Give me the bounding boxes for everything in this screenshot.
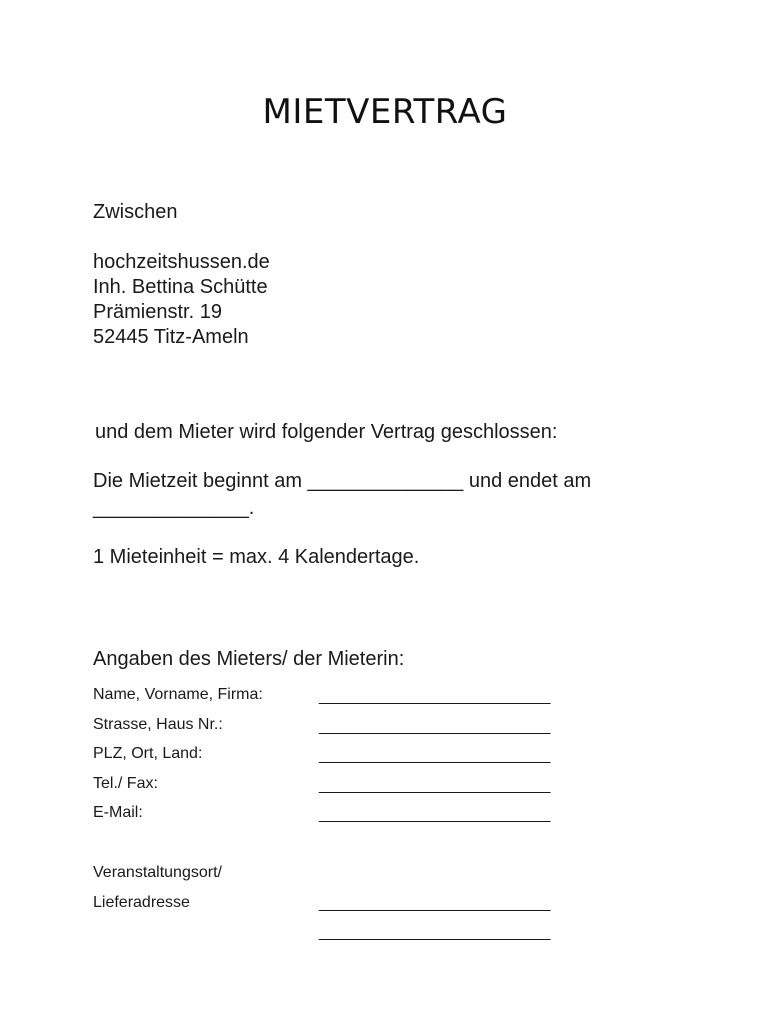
- tenant-field-email: [93, 802, 613, 832]
- field-label: PLZ, Ort, Land:: [93, 745, 203, 762]
- field-label: Strasse, Haus Nr.:: [93, 715, 223, 733]
- landlord-city: 52445 Titz-Ameln: [93, 326, 249, 348]
- fill-in-line: __________________________: [319, 688, 551, 705]
- tenant-section-heading: Angaben des Mieters/ der Mieterin:: [93, 648, 405, 670]
- venue-label-line1: Veranstaltungsort/: [93, 864, 222, 881]
- tenant-field-city: [93, 743, 613, 773]
- fill-in-line: __________________________: [319, 894, 551, 912]
- fill-in-line: __________________________: [319, 747, 551, 764]
- tenant-field-street: [93, 714, 613, 744]
- tenant-field-phone: [93, 773, 613, 803]
- landlord-address: [93, 250, 270, 350]
- fill-in-line: __________________________: [319, 776, 551, 794]
- field-label: Name, Vorname, Firma:: [93, 686, 263, 703]
- document-title: MIETVERTRAG: [262, 92, 508, 132]
- between-text: Zwischen: [93, 201, 178, 223]
- venue-row-1: [93, 861, 613, 891]
- landlord-company: hochzeitshussen.de: [93, 251, 270, 273]
- unit-note: 1 Mieteinheit = max. 4 Kalendertage.: [93, 546, 420, 568]
- landlord-street: Prämienstr. 19: [93, 301, 222, 323]
- field-label: E-Mail:: [93, 804, 143, 821]
- field-label: Tel./ Fax:: [93, 774, 158, 792]
- rental-period-line2: ______________.: [93, 497, 255, 519]
- rental-period: [93, 469, 693, 521]
- venue-row-2: [93, 891, 613, 921]
- venue-label-line2: Lieferadresse: [93, 893, 190, 911]
- venue-row-3: [93, 920, 613, 950]
- fill-in-line: __________________________: [319, 806, 551, 823]
- venue-section: [93, 861, 613, 950]
- tenant-form: [93, 684, 613, 832]
- rental-period-line1: Die Mietzeit beginnt am ______________ und endet am: [93, 470, 592, 492]
- closing-text: und dem Mieter wird folgender Vertrag geschlossen:: [95, 421, 558, 443]
- landlord-owner: Inh. Bettina Schütte: [93, 276, 268, 298]
- fill-in-line: __________________________: [319, 717, 551, 735]
- fill-in-line: __________________________: [319, 924, 551, 941]
- tenant-field-name: [93, 684, 613, 714]
